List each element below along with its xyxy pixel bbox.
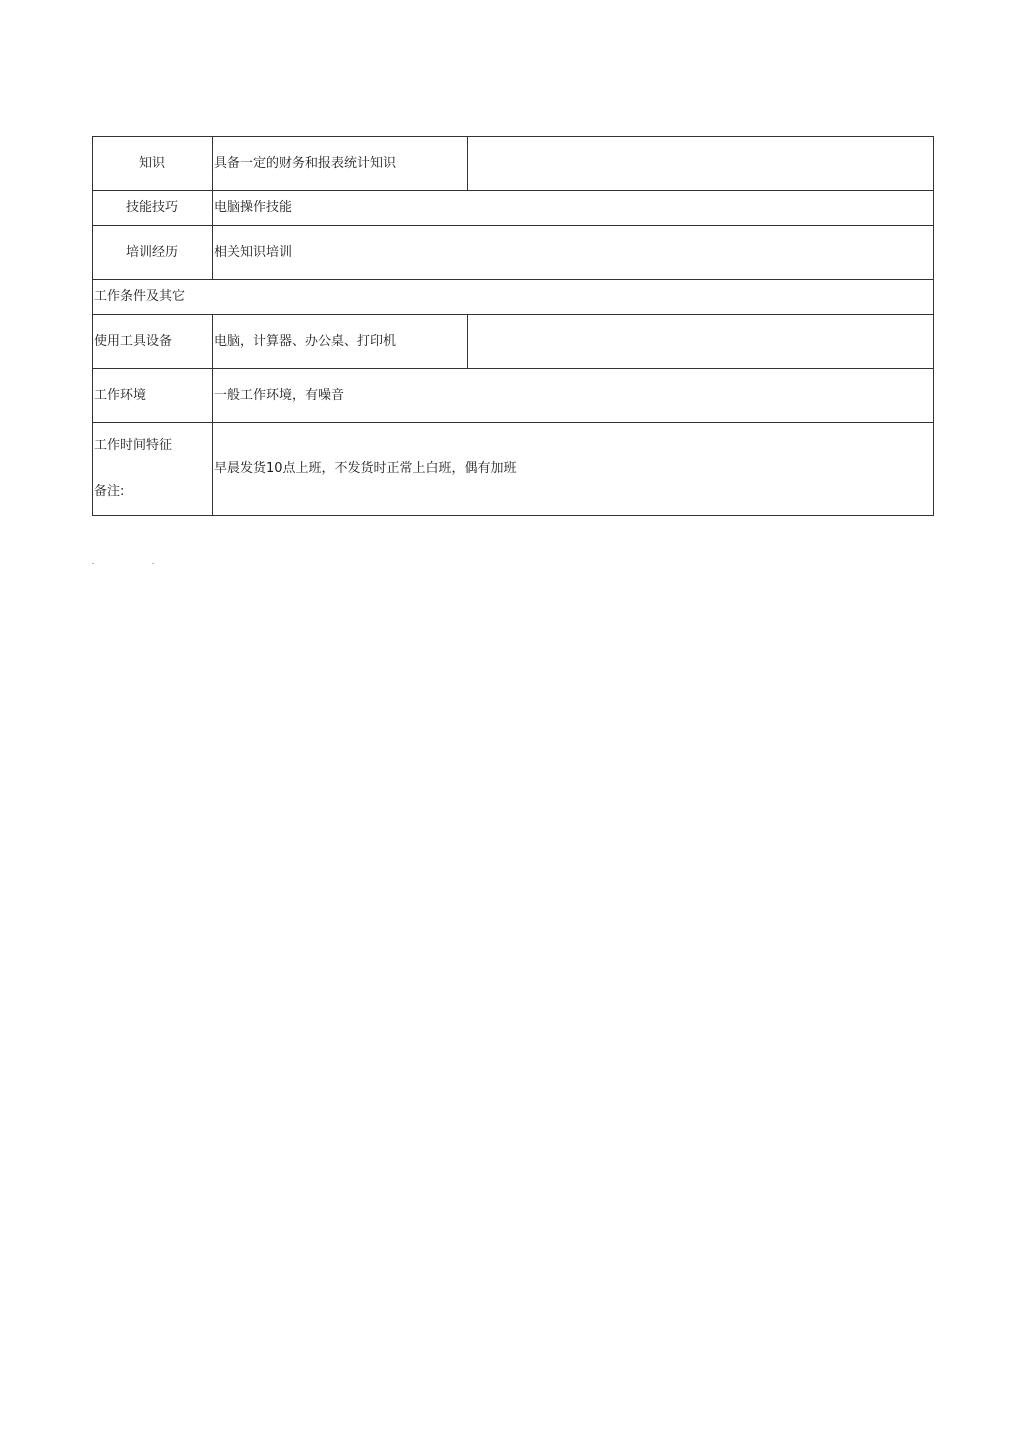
table-row-skills	[93, 191, 934, 226]
environment-label: 工作环境	[93, 369, 213, 423]
work-conditions-header: 工作条件及其它	[93, 280, 934, 315]
knowledge-empty-cell	[468, 137, 934, 191]
table-row-knowledge	[93, 137, 934, 191]
table-row-work-conditions-header	[93, 280, 934, 315]
table-row-tools	[93, 315, 934, 369]
training-value: 相关知识培训	[213, 226, 934, 280]
work-time-label: 工作时间特征	[94, 438, 173, 454]
skills-value: 电脑操作技能	[213, 191, 934, 226]
knowledge-value: 具备一定的财务和报表统计知识	[213, 137, 468, 191]
scan-mark	[92, 563, 94, 564]
training-label: 培训经历	[93, 226, 213, 280]
table-row-environment	[93, 369, 934, 423]
tools-label: 使用工具设备	[93, 315, 213, 369]
table-row-work-time	[93, 423, 934, 516]
knowledge-label: 知识	[93, 137, 213, 191]
environment-value: 一般工作环境，有噪音	[213, 369, 934, 423]
skills-label: 技能技巧	[93, 191, 213, 226]
tools-value: 电脑，计算器、办公桌、打印机	[213, 315, 468, 369]
tools-empty-cell	[468, 315, 934, 369]
table-row-training	[93, 226, 934, 280]
work-time-value: 早晨发货10点上班，不发货时正常上白班，偶有加班	[213, 423, 934, 516]
job-requirements-table	[92, 136, 934, 516]
notes-label: 备注:	[94, 484, 125, 499]
work-time-label-cell	[93, 423, 213, 516]
scan-mark	[152, 563, 154, 564]
